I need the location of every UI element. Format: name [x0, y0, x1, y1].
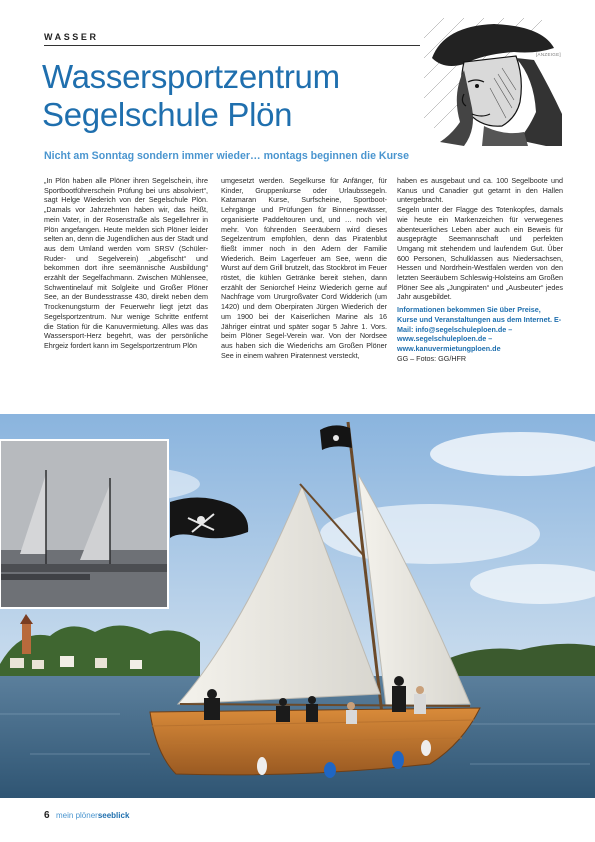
photo-credit: GG – Fotos: GG/HFR — [397, 353, 467, 363]
ad-label: [ANZEIGE] — [536, 52, 561, 57]
paragraph-1: „In Plön haben alle Plöner ihren Segelschein, ihre Sportbootführerschein Prüfung bei uns absolviert“, sagt Helge Wiederich von der Segelschule Plön. „Damals vor Jahrzehnten haben wir, das heißt, mein Vater, in der Rosenstraße als Segellehrer in Plön angefangen. Heute melden sich Plöner leider selten an, denn die Jugendlichen aus der Stadt und aus dem Umland werden vom SRSV (Schüler- Ruder- und Segelverein) „abgefischt“ und bekommen dort ihre seemännische Ausbildung“ erzählt der Segelfachmann. Zwischen Mühlensee, Schwentinelauf mit Solgleite und Großer Plöner See, an der Bundesstrasse 430, direkt neben dem Trockenungsturm der Feuerwehr liegt jetzt das Segelsportzentrum. Nur wenige Schritte entfernt die Station für die Kanuvermietung. Alles was das Wassersport-Herz begehrt, was der persönliche Ehrgeiz fordert kann im Segelsportzentrum Plön — [44, 176, 208, 350]
page-title — [42, 58, 422, 134]
page-number: 6 — [44, 810, 50, 821]
title-line-2: Segelschule Plön — [42, 96, 293, 133]
header-rule — [44, 45, 420, 46]
title-line-1: Wassersportzentrum — [42, 58, 340, 95]
footer-brand — [56, 811, 129, 820]
paragraph-4: Segeln unter der Flagge des Totenkopfes, damals wie heute ein Markenzeichen für verwegenes abenteuerliches Leben aber auch ein Beweis für ausgeprägte Seemannschaft und perfekten Umgang mit stehendem und laufendem Gut. Über 600 Personen, Schulklassen aus Niedersachsen, Hessen und Nordrhein-Westfalen werden von den letzten Seeräubern Schleswig-Holsteins am Großen Plöner See als „Jungpiraten“ und „Ausbeuter“ jedes Jahr ausgebildet. — [397, 205, 563, 302]
paragraph-3: haben es ausgebaut und ca. 100 Segelboote und Kanus und Canadier gut getarnt in den Hallen untergebracht. — [397, 176, 563, 205]
section-label: WASSER — [44, 32, 99, 42]
text-column-1 — [44, 176, 208, 351]
text-column-3 — [397, 176, 563, 363]
pirate-portrait — [424, 18, 562, 146]
brand-bold: seeblick — [97, 811, 130, 820]
paragraph-2: umgesetzt werden. Segelkurse für Anfänger, für Kinder, Gruppenkurse oder Urlaubssegeln. Katamaran Kurse, Surfscheine, Sportboot-Lehrgänge und Prüfungen für Binnengewässer, organisierte Paddeltouren und, und … noch viel mehr. Von führenden Seeräubern wird dieses Segelzentrum empfohlen, denn das Piratenblut fließt immer noch in den Adern der Familie Wiederich. Beim Lagerfeuer am See, wenn die Wurst auf dem Grill brutzelt, das Stockbrot im Feuer röstet, die kühlen Getränke bereit stehen, dann erzählt der Seniorchef Heinz Wiederich gerne auf Nachfrage vom Ururgroßvater Cord Widderich (um 1420) und dem Oberpiraten Jürgen Wiederich der um 1900 bei der Kaiserlichen Marine als 16 Jähriger eintrat und später sogar 5 Jahre 1. Vors. beim Plöner Segel-Verein war. Von der Nordsee aus haben sich die Wiederichs am Großen Plöner See in einem wahren Piratennest versteckt, — [221, 176, 387, 360]
brand-light: mein plöner — [56, 811, 98, 820]
subtitle: Nicht am Sonntag sondern immer wieder… montags beginnen die Kurse — [44, 150, 409, 162]
text-column-2 — [221, 176, 387, 360]
info-text: Informationen bekommen Sie über Preise, Kurse und Veranstaltungen aus dem Internet. E-Mail: info@segelschuleploen.de – www.segelschuleploen.de – www.kanuvermietungploen.de — [397, 305, 562, 353]
sailboat-photo — [0, 414, 595, 798]
